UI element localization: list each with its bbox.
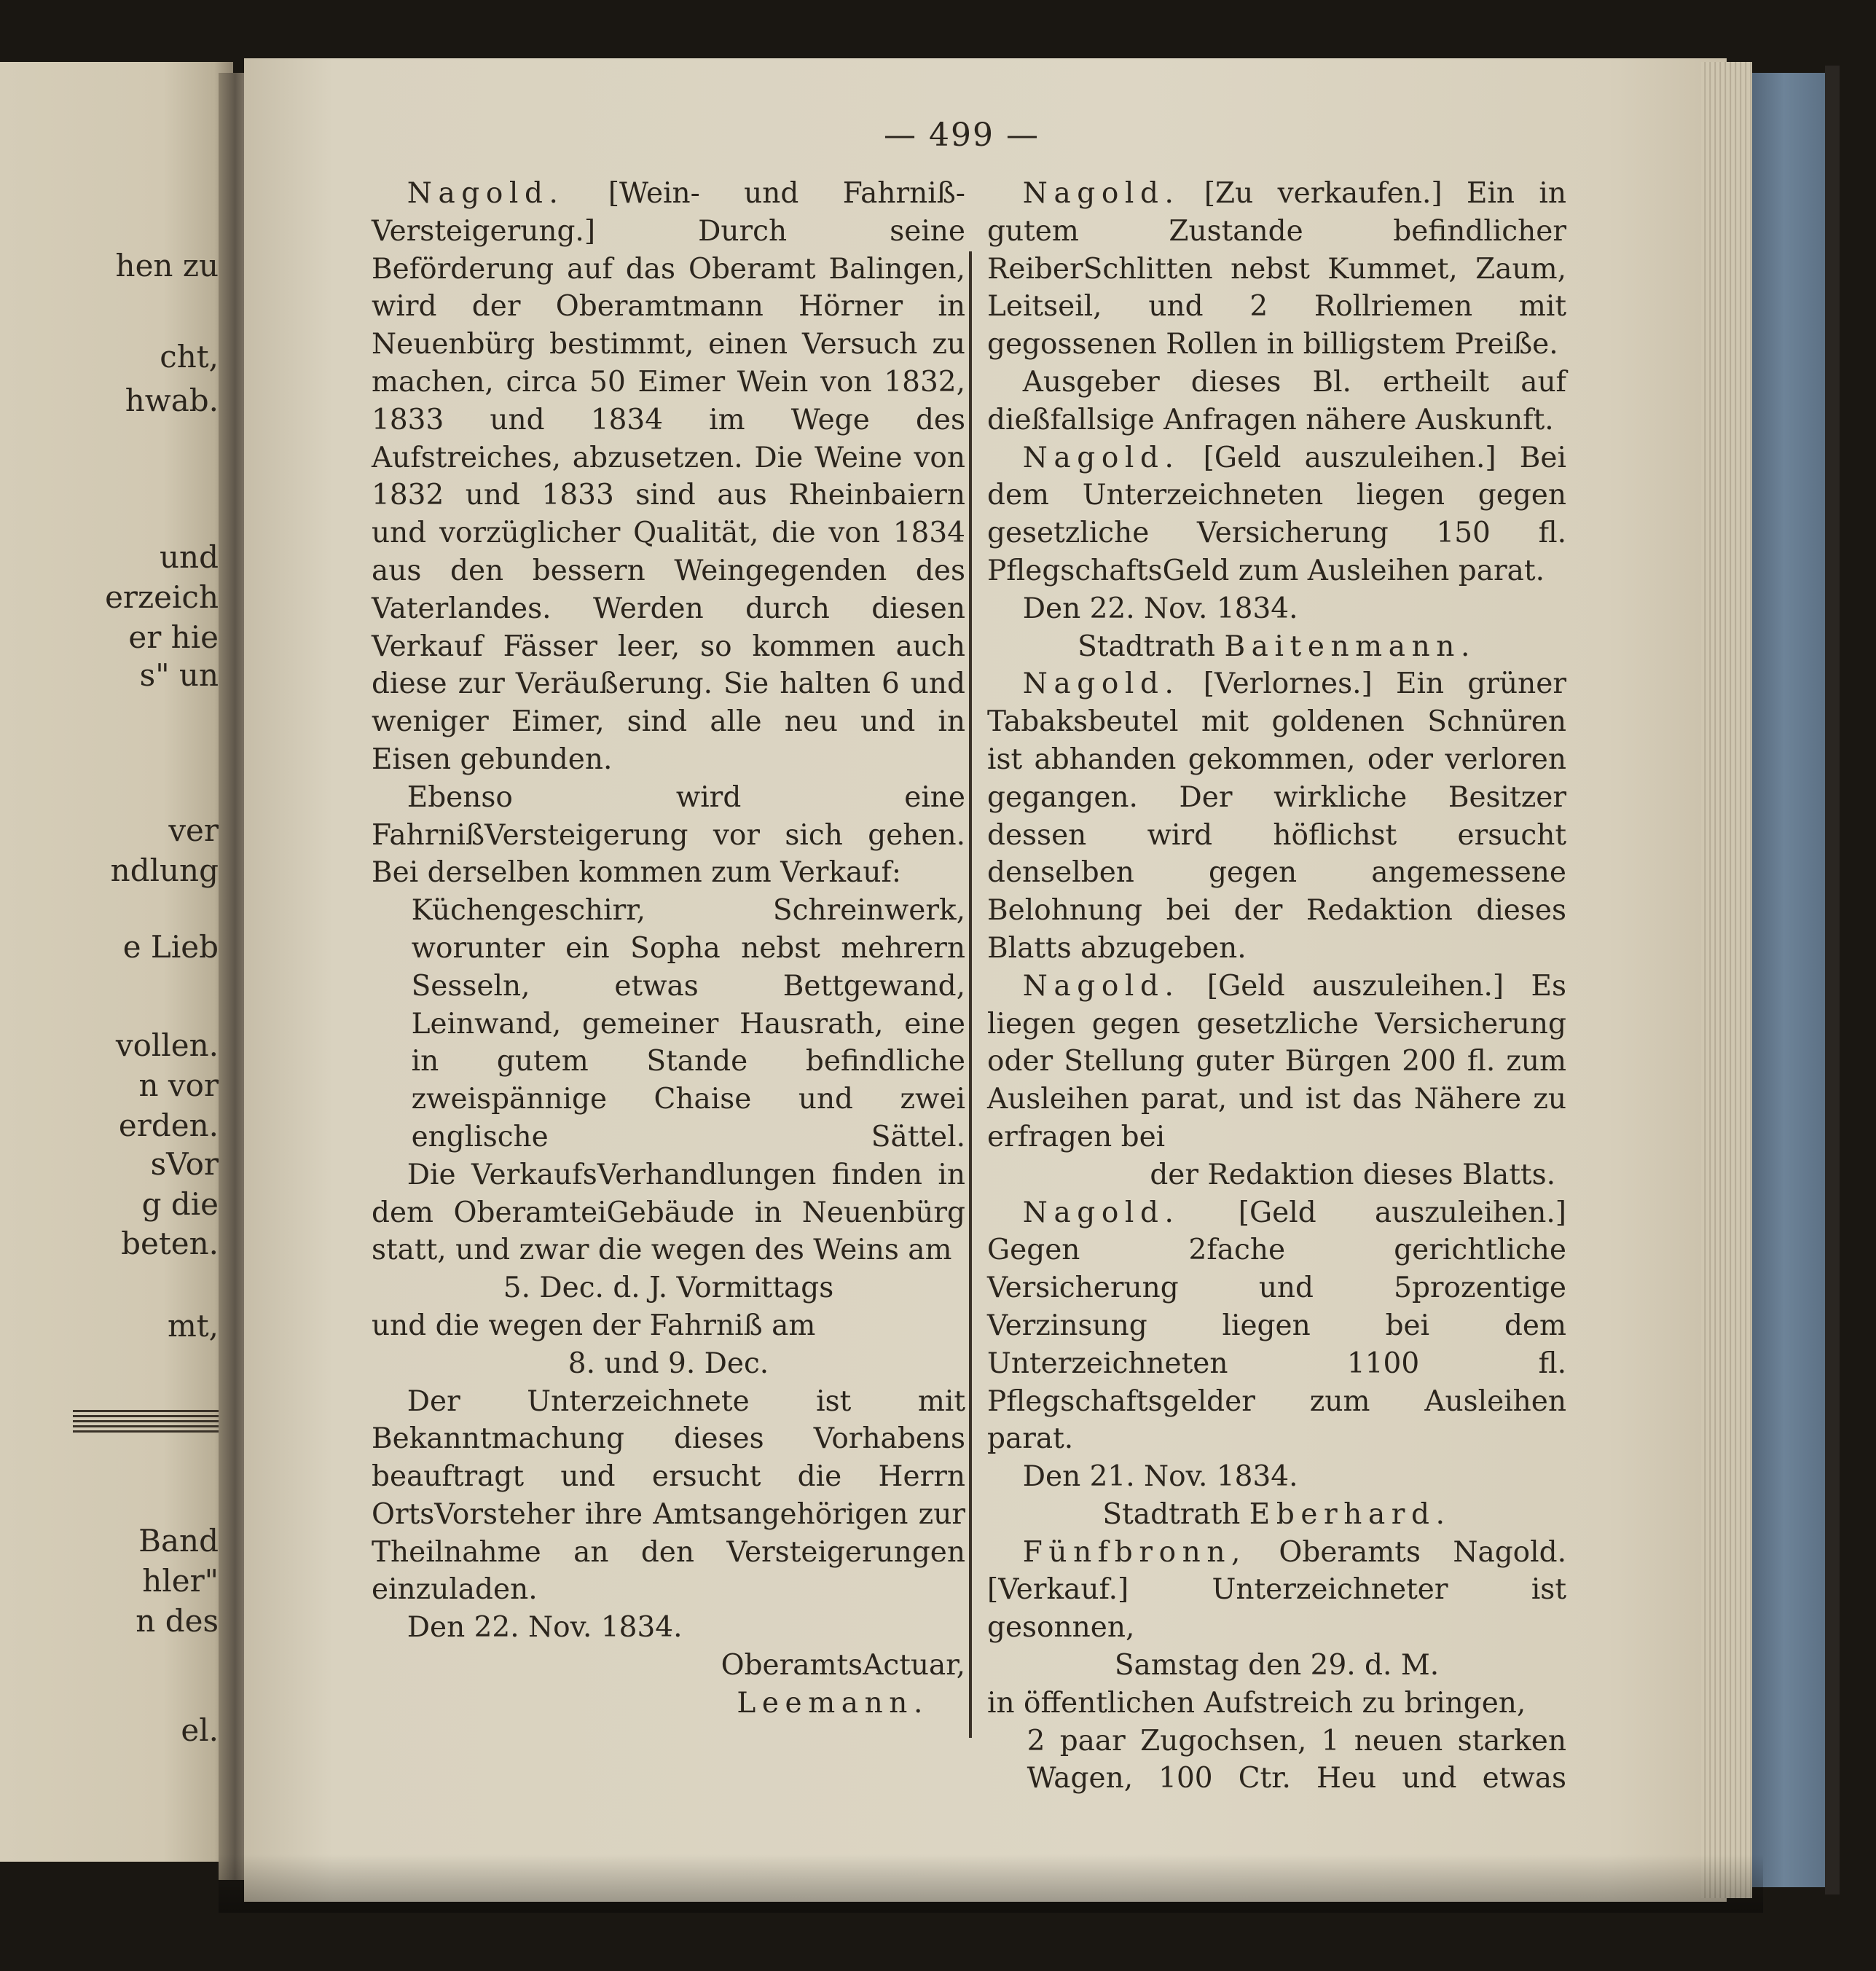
livestock-sale-ad	[987, 1534, 1566, 1647]
place-name: Nagold.	[1022, 667, 1180, 701]
place-name: Nagold.	[1022, 177, 1180, 210]
wine-auction-date: 5. Dec. d. J. Vormittags	[503, 1271, 834, 1305]
signature-name: Baitenmann.	[1224, 630, 1476, 663]
publisher-note: Ausgeber dieses Bl. ertheilt auf dießfallsige Anfragen nähere Auskunft.	[987, 365, 1566, 436]
fragment-line: beten.	[121, 1226, 219, 1261]
fragment-line: Band	[138, 1523, 219, 1559]
ad-date: Den 21. Nov. 1834.	[1022, 1460, 1298, 1494]
ad-text: [Geld auszuleihen.] Bei dem Unterzeichneten liegen gegen gesetzliche Versicherung 150 fl. PflegschaftsGeld zum Ausleihen parat.	[987, 441, 1566, 587]
fragment-line: s" un	[139, 657, 219, 693]
ad-contact: der Redaktion dieses Blatts.	[1150, 1158, 1555, 1191]
lost-item-ad	[987, 665, 1566, 967]
right-column	[987, 175, 1566, 1798]
loan-ad-150	[987, 439, 1566, 590]
ad-text: [Geld auszuleihen.] Es liegen gegen gesetzliche Versicherung oder Stellung guter Bürgen 200 fl. zum Ausleihen parat, und ist das Nähere zu erfragen bei	[987, 969, 1566, 1153]
section-rule	[73, 1410, 219, 1435]
items-list: Küchengeschirr, Schreinwerk, worunter ein Sopha nebst mehrern Sesseln, etwas Bettgewand, Leinwand, gemeiner Hausrath, eine in gutem Stande befindliche zweispännige Chaise und zwei englische Sättel.	[411, 894, 965, 1153]
column-rule	[969, 251, 972, 1738]
fragment-line: ver	[168, 812, 219, 848]
sleigh-sale-ad	[987, 175, 1566, 364]
place-name: Nagold.	[407, 177, 565, 210]
bottom-shadow	[219, 1854, 1763, 1913]
loan-ad-200	[987, 968, 1566, 1156]
fragment-line: ndlung	[110, 853, 219, 888]
place-name: Nagold.	[1022, 441, 1180, 474]
ad-text: [Verlornes.] Ein grüner Tabaksbeutel mit goldenen Schnüren ist abhanden gekommen, oder verloren gegangen. Der wirkliche Besitzer dessen wird höflichst ersucht denselben gegen angemessene Belohnung bei der Redaktion dieses Blatts abzugeben.	[987, 667, 1566, 965]
fragment-line: vollen.	[115, 1027, 219, 1063]
page-number: — 499 —	[884, 117, 1040, 154]
wine-auction-notice	[372, 175, 965, 779]
place-name: Fünfbronn,	[1022, 1535, 1247, 1569]
notice-date: Den 22. Nov. 1834.	[407, 1611, 683, 1645]
signature-title: Stadtrath	[1102, 1497, 1241, 1531]
book-cover	[1752, 73, 1832, 1887]
place-name: Nagold.	[1022, 1196, 1180, 1229]
ad-text: Oberamts Nagold. [Verkauf.] Unterzeichneter ist gesonnen,	[987, 1535, 1566, 1645]
fragment-line: e Lieb	[122, 929, 219, 965]
furniture-auction-paragraph: Ebenso wird eine FahrnißVersteigerung vor sich gehen. Bei derselben kommen zum Verkauf:	[372, 780, 965, 890]
negotiation-paragraph: Die VerkaufsVerhandlungen finden in dem OberamteiGebäude in Neuenbürg statt, und zwar die wegen des Weins am	[372, 1158, 965, 1267]
page-edges	[1701, 62, 1752, 1898]
ad-signature	[987, 628, 1566, 666]
signature-title: Stadtrath	[1078, 630, 1216, 663]
fragment-line: und	[160, 539, 219, 575]
fragment-line: mt,	[167, 1308, 219, 1344]
fragment-line: n des	[136, 1603, 219, 1639]
fragment-line: er hie	[128, 619, 219, 655]
sale-text: in öffentlichen Aufstreich zu bringen,	[987, 1686, 1526, 1720]
ad-text: [Zu verkaufen.] Ein in gutem Zustande befindlicher ReiberSchlitten nebst Kummet, Zaum, Leitseil, und 2 Rollriemen mit gegossenen Rollen in billigstem Preiße.	[987, 177, 1566, 361]
fragment-line: n vor	[138, 1067, 219, 1103]
signature-title: OberamtsActuar,	[721, 1649, 965, 1682]
fragment-line: hler"	[142, 1563, 219, 1599]
sale-date: Samstag den 29. d. M.	[1114, 1649, 1440, 1682]
signature-name: Leemann.	[737, 1686, 929, 1720]
sale-items: 2 paar Zugochsen, 1 neuen starken Wagen, 100 Ctr. Heu und etwas	[1027, 1724, 1566, 1795]
ad-text: [Geld auszuleihen.] Gegen 2fache gerichtliche Versicherung und 5prozentige Verzinsung liegen bei dem Unterzeichneten 1100 fl. Pflegschaftsgelder zum Ausleihen parat.	[987, 1196, 1566, 1456]
furniture-auction-date: 8. und 9. Dec.	[568, 1347, 769, 1380]
left-column	[372, 175, 965, 1723]
fragment-line: erzeich	[105, 579, 219, 615]
left-page	[0, 62, 233, 1862]
announcement-paragraph: Der Unterzeichnete ist mit Bekanntmachung dieses Vorhabens beauftragt und ersucht die Herrn OrtsVorsteher ihre Amtsangehörigen zur Theilnahme an den Versteigerungen einzuladen.	[372, 1384, 965, 1607]
ad-signature	[987, 1496, 1566, 1534]
notice-text: [Wein- und Fahrniß-Versteigerung.] Durch seine Beförderung auf das Oberamt Balingen, wird der Oberamtmann Hörner in Neuenbürg bestimmt, einen Versuch zu machen, circa 50 Eimer Wein von 1832, 1833 und 1834 im Wege des Aufstreiches, abzusetzen. Die Weine von 1832 und 1833 sind aus Rheinbaiern und vorzüglicher Qualität, die von 1834 aus den bessern Weingegenden des Vaterlandes. Werden durch diesen Verkauf Fässer leer, so kommen auch diese zur Veräußerung. Sie halten 6 und weniger Eimer, sind alle neu und in Eisen gebunden.	[372, 177, 965, 776]
fragment-line: cht,	[160, 339, 219, 375]
fragment-line: erden.	[118, 1108, 219, 1143]
fragment-line: el.	[181, 1712, 219, 1748]
ad-date: Den 22. Nov. 1834.	[1022, 592, 1298, 625]
fragment-line: sVor	[150, 1146, 219, 1182]
loan-ad-1100	[987, 1194, 1566, 1459]
place-name: Nagold.	[1022, 969, 1180, 1003]
signature-name: Eberhard.	[1249, 1497, 1451, 1531]
fragment-line: hwab.	[125, 383, 219, 418]
cover-edge	[1825, 66, 1840, 1894]
furniture-intro: und die wegen der Fahrniß am	[372, 1309, 816, 1342]
fragment-line: g die	[141, 1186, 219, 1222]
fragment-line: hen zu	[115, 248, 219, 283]
